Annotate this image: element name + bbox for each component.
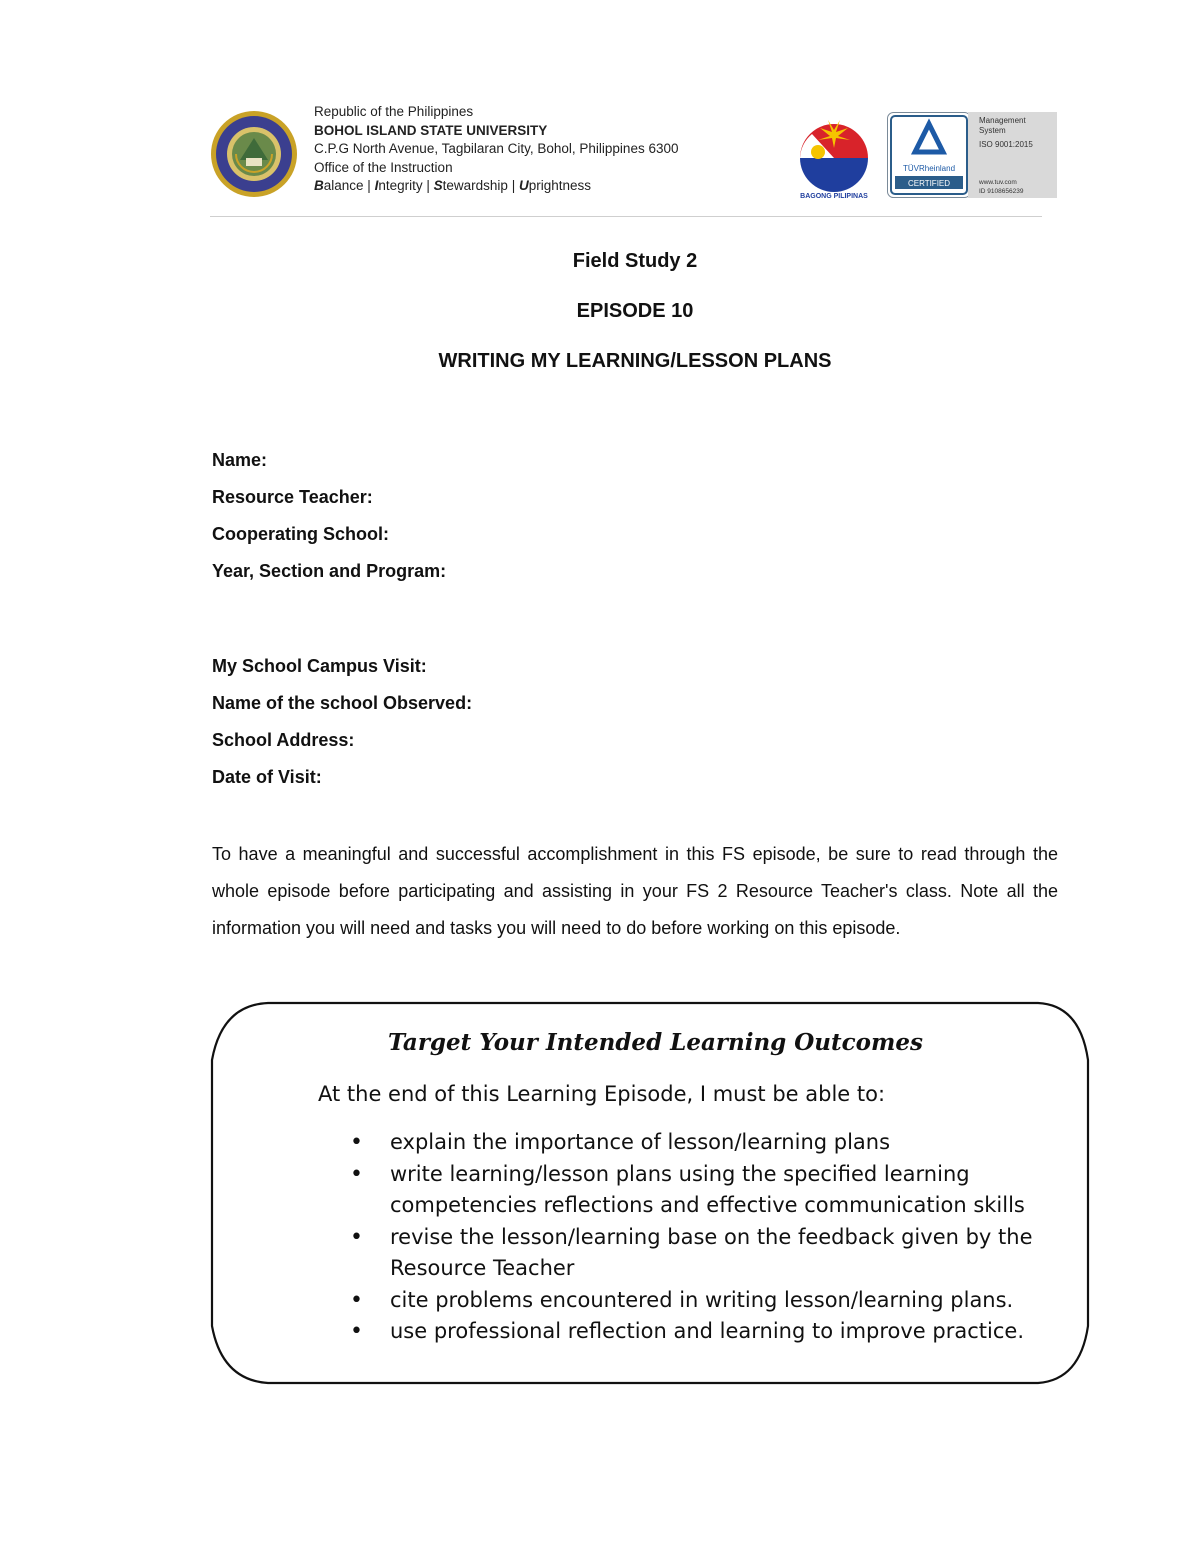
list-item: • cite problems encountered in writing lesson/learning plans. xyxy=(350,1285,1070,1317)
resource-teacher-label: Resource Teacher: xyxy=(212,487,373,507)
school-observed-label: Name of the school Observed: xyxy=(212,693,473,713)
cooperating-school-label: Cooperating School: xyxy=(212,524,389,544)
course-title: Field Study 2 xyxy=(572,250,698,272)
iso-line-system: System xyxy=(979,126,1006,135)
episode-title: EPISODE 10 xyxy=(576,300,694,322)
list-item: • write learning/lesson plans using the specified learning competencies reflections and effective communication skills xyxy=(350,1159,1070,1222)
name-label: Name: xyxy=(212,450,268,470)
outcomes-intro: At the end of this Learning Episode, I must be able to: xyxy=(318,1082,886,1106)
date-of-visit-label: Date of Visit: xyxy=(212,767,322,787)
school-address-label: School Address: xyxy=(212,730,355,750)
topic-title: WRITING MY LEARNING/LESSON PLANS xyxy=(438,350,832,372)
campus-visit-label: My School Campus Visit: xyxy=(212,656,427,676)
intro-paragraph: To have a meaningful and successful accomplishment in this FS episode, be sure to read through the whole episode before participating and assisting in your FS 2 Resource Teacher's class. Note all the information you will need and tasks you will need to do before working on this episode. xyxy=(212,844,1058,938)
tuv-certified-text: CERTIFIED xyxy=(907,179,951,188)
iso-footer-id: ID 9108656239 xyxy=(979,188,1024,195)
outcomes-heading: Target Your Intended Learning Outcomes xyxy=(388,1029,923,1056)
year-section-program-label: Year, Section and Program: xyxy=(212,561,447,581)
list-item: • explain the importance of lesson/learning plans xyxy=(350,1127,1070,1159)
motto-line: Balance | Integrity | Stewardship | Uprightness xyxy=(314,178,591,193)
tuv-brand-text: TÜVRheinland xyxy=(902,164,956,173)
university-address: C.P.G North Avenue, Tagbilaran City, Bohol, Philippines 6300 xyxy=(314,141,679,156)
office-line: Office of the Instruction xyxy=(314,159,453,175)
republic-line: Republic of the Philippines xyxy=(314,104,474,119)
motto-uprightness: Uprightness xyxy=(518,178,591,193)
motto-balance: Balance xyxy=(314,178,364,193)
university-name: BOHOL ISLAND STATE UNIVERSITY xyxy=(314,122,548,138)
motto-stewardship: Stewardship xyxy=(433,178,508,193)
outcomes-list xyxy=(350,1127,1070,1348)
list-item: • use professional reflection and learning to improve practice. xyxy=(350,1316,1070,1348)
motto-integrity: Integrity xyxy=(374,178,423,193)
iso-line-management: Management xyxy=(979,116,1026,125)
iso-footer-url: www.tuv.com xyxy=(979,179,1017,186)
iso-line-standard: ISO 9001:2015 xyxy=(979,140,1033,149)
bagong-pilipinas-text: BAGONG PILIPINAS xyxy=(800,193,868,200)
list-item: • revise the lesson/learning base on the feedback given by the Resource Teacher xyxy=(350,1222,1070,1285)
